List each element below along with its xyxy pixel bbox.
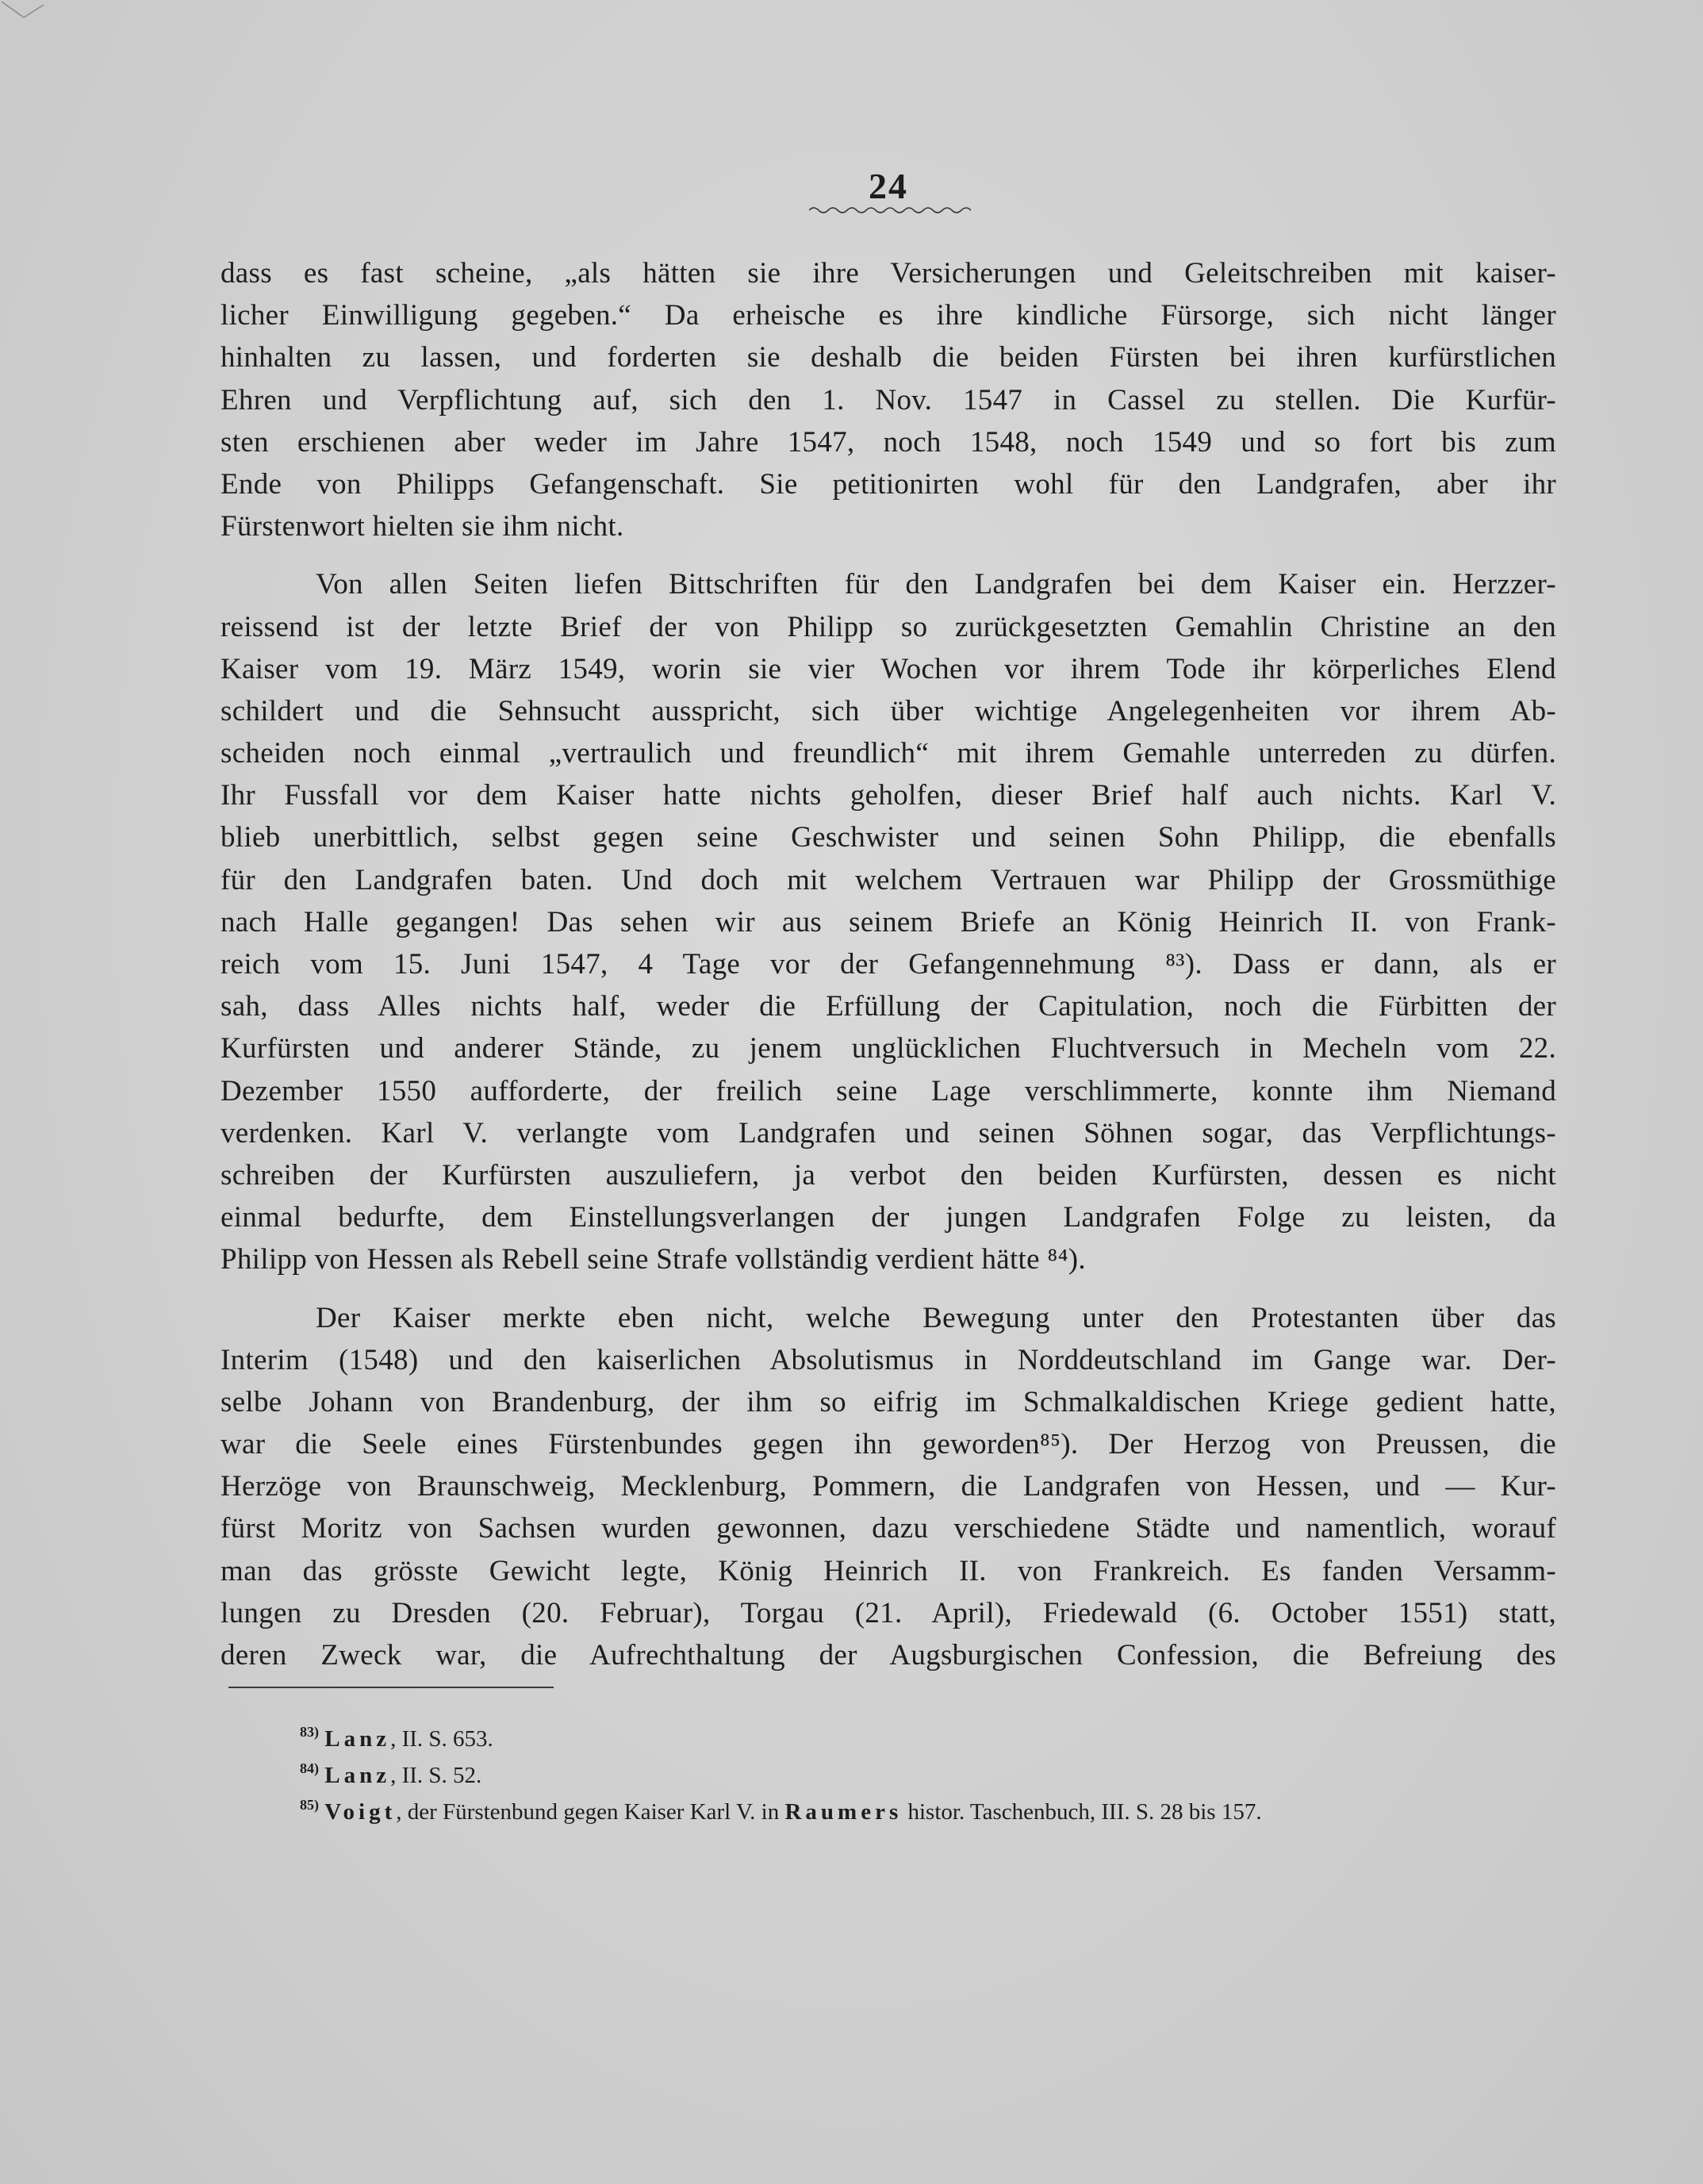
text-line: man das grösste Gewicht legte, König Heinrich II. von Frankreich. Es fanden Versamm-	[221, 1554, 1556, 1587]
text-line: Von allen Seiten liefen Bittschriften für den Landgrafen bei dem Kaiser ein. Herzzer-	[316, 568, 1556, 601]
text-line: war die Seele eines Fürstenbundes gegen ihn geworden⁸⁵). Der Herzog von Preussen, die	[221, 1428, 1556, 1461]
text-line: Ende von Philipps Gefangenschaft. Sie petitionirten wohl für den Landgrafen, aber ihr	[221, 467, 1556, 501]
footnote-mark: 85)	[300, 1797, 319, 1813]
text-line: scheiden noch einmal „vertraulich und freundlich“ mit ihrem Gemahle unterreden zu dürfen.	[221, 737, 1556, 770]
page-number-ornament	[809, 205, 976, 216]
text-line: Fürstenwort hielten sie ihm nicht.	[221, 510, 624, 543]
text-line: schreiben der Kurfürsten auszuliefern, ja verbot den beiden Kurfürsten, dessen es nicht	[221, 1158, 1556, 1192]
text-line: nach Halle gegangen! Das sehen wir aus seinem Briefe an König Heinrich II. von Frank-	[221, 905, 1556, 938]
footnote-author: Lanz	[324, 1763, 391, 1788]
text-line: licher Einwilligung gegeben.“ Da erheische es ihre kindliche Fürsorge, sich nicht länger	[221, 299, 1556, 332]
text-line: Philipp von Hessen als Rebell seine Strafe vollständig verdient hätte ⁸⁴).	[221, 1243, 1086, 1276]
footnote-text: , der Fürstenbund gegen Kaiser Karl V. in	[396, 1799, 785, 1825]
text-line: reissend ist der letzte Brief der von Philipp so zurückgesetzten Gemahlin Christine an den	[221, 610, 1556, 643]
text-line: Interim (1548) und den kaiserlichen Absolutismus in Norddeutschland im Gange war. Der-	[221, 1343, 1556, 1376]
footnote-author: Voigt	[324, 1799, 397, 1825]
paragraph-3	[221, 1297, 1556, 1677]
text-line: lungen zu Dresden (20. Februar), Torgau (21. April), Friedewald (6. October 1551) statt,	[221, 1596, 1556, 1629]
text-line: Ehren und Verpflichtung auf, sich den 1. Nov. 1547 in Cassel zu stellen. Die Kurfür-	[221, 383, 1556, 416]
text-line: Ihr Fussfall vor dem Kaiser hatte nichts geholfen, dieser Brief half auch nichts. Karl V.	[221, 779, 1556, 812]
page-number: 24	[869, 166, 908, 206]
footnote-divider	[228, 1687, 554, 1688]
paragraph-2	[221, 563, 1556, 1280]
text-line: dass es fast scheine, „als hätten sie ihre Versicherungen und Geleitschreiben mit kaiser-	[221, 257, 1556, 290]
footnote-text: histor. Taschenbuch, III. S. 28 bis 157.	[902, 1799, 1262, 1825]
text-line: deren Zweck war, die Aufrechthaltung der Augsburgischen Confession, die Befreiung des	[221, 1639, 1556, 1672]
text-line: selbe Johann von Brandenburg, der ihm so eifrig im Schmalkaldischen Kriege gedient hatte,	[221, 1385, 1556, 1418]
text-line: einmal bedurfte, dem Einstellungsverlangen der jungen Landgrafen Folge zu leisten, da	[221, 1201, 1556, 1234]
text-line: verdenken. Karl V. verlangte vom Landgrafen und seinen Söhnen sogar, das Verpflichtungs-	[221, 1116, 1556, 1150]
footnote-author: Raumers	[784, 1799, 903, 1825]
footnote-84	[300, 1750, 1561, 1787]
paragraph-1	[221, 252, 1556, 547]
footnote-85	[300, 1787, 1561, 1823]
text-line: Dezember 1550 aufforderte, der freilich seine Lage verschlimmerte, konnte ihm Niemand	[221, 1074, 1556, 1107]
text-line: Der Kaiser merkte eben nicht, welche Bewegung unter den Protestanten über das	[316, 1301, 1556, 1334]
footnotes	[300, 1714, 1561, 1823]
text-line: reich vom 15. Juni 1547, 4 Tage vor der Gefangennehmung ⁸³). Dass er dann, als er	[221, 948, 1556, 981]
text-line: fürst Moritz von Sachsen wurden gewonnen, dazu verschiedene Städte und namentlich, worauf	[221, 1512, 1556, 1545]
footnote-83	[300, 1714, 1561, 1750]
footnote-text: , II. S. 52.	[390, 1763, 482, 1788]
text-line: sah, dass Alles nichts half, weder die Erfüllung der Capitulation, noch die Fürbitten der	[221, 990, 1556, 1023]
body-text	[221, 252, 1556, 1676]
text-line: blieb unerbittlich, selbst gegen seine Geschwister und seinen Sohn Philipp, die ebenfalls	[221, 821, 1556, 854]
footnote-mark: 84)	[300, 1760, 319, 1776]
footnote-author: Lanz	[324, 1726, 391, 1752]
text-line: Kaiser vom 19. März 1549, worin sie vier Wochen vor ihrem Tode ihr körperliches Elend	[221, 652, 1556, 685]
text-line: sten erschienen aber weder im Jahre 1547, noch 1548, noch 1549 und so fort bis zum	[221, 425, 1556, 459]
text-line: Kurfürsten und anderer Stände, zu jenem unglücklichen Fluchtversuch in Mecheln vom 22.	[221, 1032, 1556, 1065]
footnote-mark: 83)	[300, 1724, 319, 1740]
text-line: Herzöge von Braunschweig, Mecklenburg, Pommern, die Landgrafen von Hessen, und — Kur-	[221, 1470, 1556, 1503]
corner-scratch-mark	[0, 0, 48, 24]
text-line: hinhalten zu lassen, und forderten sie deshalb die beiden Fürsten bei ihren kurfürstlichen	[221, 341, 1556, 374]
text-line: für den Landgrafen baten. Und doch mit welchem Vertrauen war Philipp der Grossmüthige	[221, 863, 1556, 896]
footnote-text: , II. S. 653.	[390, 1726, 493, 1752]
text-line: schildert und die Sehnsucht ausspricht, sich über wichtige Angelegenheiten vor ihrem Ab-	[221, 694, 1556, 727]
